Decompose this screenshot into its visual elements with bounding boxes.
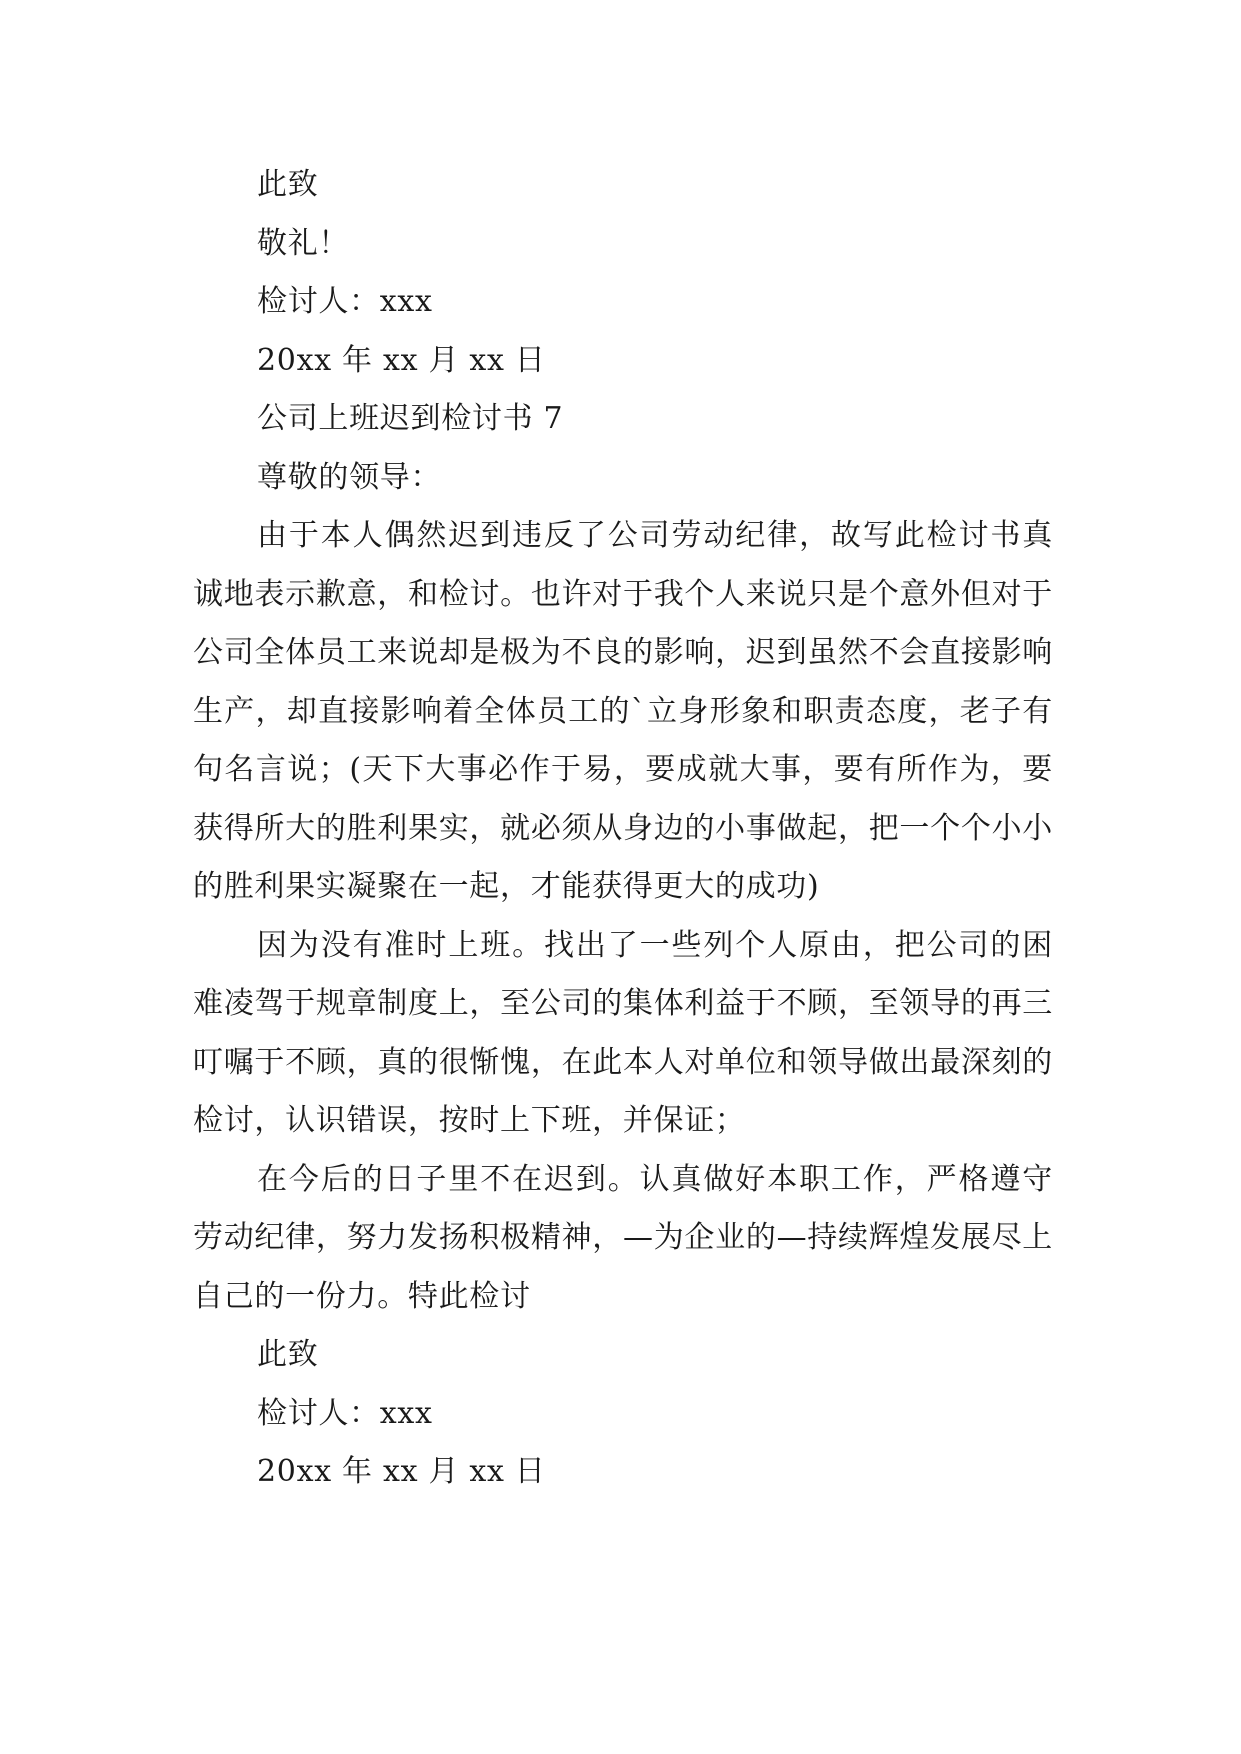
signer-text: 检讨人：xxx — [257, 284, 433, 319]
document-body — [193, 156, 1053, 1502]
date-text: 20xx 年 xx 月 xx 日 — [257, 342, 546, 378]
body-paragraph-1: 由于本人偶然迟到违反了公司劳动纪律，故写此检讨书真诚地表示歉意，和检讨。也许对于我个人来说只是个意外但对于公司全体员工来说却是极为不良的影响，迟到虽然不会直接影响生产，却直接影响着全体员工的`立身形象和职责态度，老子有句名言说；(天下大事必作于易，要成就大事，要有所作为，要获得所大的胜利果实，就必须从身边的小事做起，把一个个小小的胜利果实凝聚在一起，才能获得更大的成功) — [193, 518, 1053, 904]
date-text-2: 20xx 年 xx 月 xx 日 — [257, 1454, 546, 1489]
body-paragraph-3: 在今后的日子里不在迟到。认真做好本职工作，严格遵守劳动纪律，努力发扬积极精神，—为企业的—持续辉煌发展尽上自己的一份力。特此检讨 — [193, 1161, 1053, 1314]
salutation-text: 敬礼！ — [257, 225, 350, 261]
closing-text: 此致 — [257, 167, 319, 202]
section-title: 公司上班迟到检讨书 7 — [257, 401, 564, 436]
greeting-text: 尊敬的领导： — [257, 459, 442, 495]
body-paragraph-2: 因为没有准时上班。找出了一些列个人原由，把公司的困难凌驾于规章制度上，至公司的集体利益于不顾，至领导的再三叮嘱于不顾，真的很惭愧，在此本人对单位和领导做出最深刻的检讨，认识错误，按时上下班，并保证； — [193, 927, 1053, 1138]
closing-text-2: 此致 — [257, 1337, 319, 1372]
signer-text-2: 检讨人：xxx — [257, 1395, 433, 1431]
